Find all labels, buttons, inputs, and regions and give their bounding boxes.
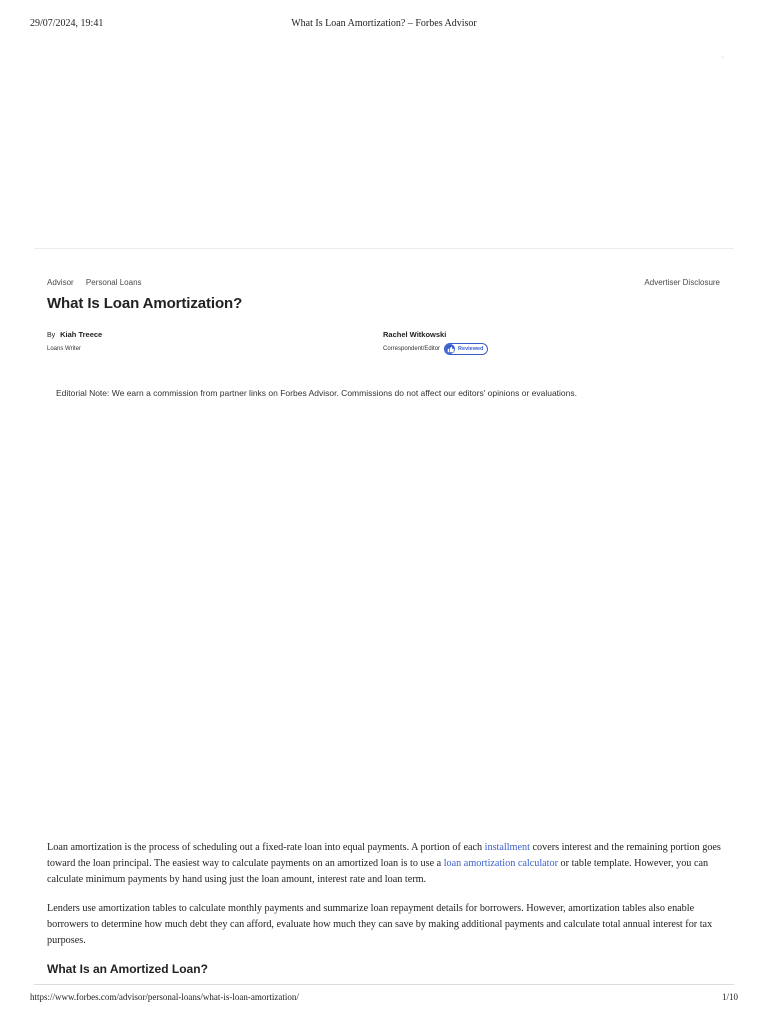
advertiser-disclosure-link[interactable]: Advertiser Disclosure xyxy=(644,278,720,287)
print-footer xyxy=(30,992,738,1006)
print-date: 29/07/2024, 19:41 xyxy=(30,18,104,29)
divider xyxy=(34,248,734,249)
thumbs-up-icon xyxy=(445,344,455,354)
editor-name[interactable]: Rachel Witkowski xyxy=(383,330,447,339)
page-number: 1/10 xyxy=(721,992,738,1002)
loan-amortization-calculator-link[interactable]: loan amortization calculator xyxy=(443,858,558,869)
editorial-note: Editorial Note: We earn a commission from partner links on Forbes Advisor. Commissions do not affect our editors' opinions or evaluations. xyxy=(56,388,577,398)
breadcrumb-advisor[interactable]: Advisor xyxy=(47,278,74,287)
reviewed-label: Reviewed xyxy=(458,346,484,352)
print-header xyxy=(30,18,738,34)
installment-link[interactable]: installment xyxy=(484,842,530,853)
ad-space xyxy=(34,40,734,248)
reviewed-badge xyxy=(444,343,488,355)
author-role: Loans Writer xyxy=(47,346,81,352)
author-name[interactable]: Kiah Treece xyxy=(60,330,103,339)
divider xyxy=(34,984,734,985)
section-heading: What Is an Amortized Loan? xyxy=(47,962,208,976)
breadcrumb-personal-loans[interactable]: Personal Loans xyxy=(85,278,142,287)
breadcrumb xyxy=(47,278,152,287)
ad-marker-icon: ▫ xyxy=(720,52,724,62)
editor-role: Correspondent/Editor xyxy=(383,346,441,352)
editor-byline xyxy=(383,330,488,355)
article-paragraph: Lenders use amortization tables to calculate monthly payments and summarize loan repayment details for borrowers. However, amortization tables also enable borrowers to determine how much debt they can afford, evaluate how much they can save by making additional payments and calculate total annual interest for tax purposes. xyxy=(47,903,713,946)
page-title: What Is Loan Amortization? xyxy=(47,295,243,312)
print-url: https://www.forbes.com/advisor/personal-loans/what-is-loan-amortization/ xyxy=(30,992,299,1002)
author-byline xyxy=(47,330,102,352)
print-page-title: What Is Loan Amortization? – Forbes Advisor xyxy=(291,18,477,29)
article-paragraph: Loan amortization is the process of scheduling out a fixed-rate loan into equal payments. A portion of each installment covers interest and the remaining portion goes toward the loan principal. The easiest way to calculate payments on an amortized loan is to use a loan amortization calculator or table template. However, you can calculate minimum payments by hand using just the loan amount, interest rate and loan term. xyxy=(47,842,721,885)
byline-prefix: By xyxy=(47,332,56,339)
